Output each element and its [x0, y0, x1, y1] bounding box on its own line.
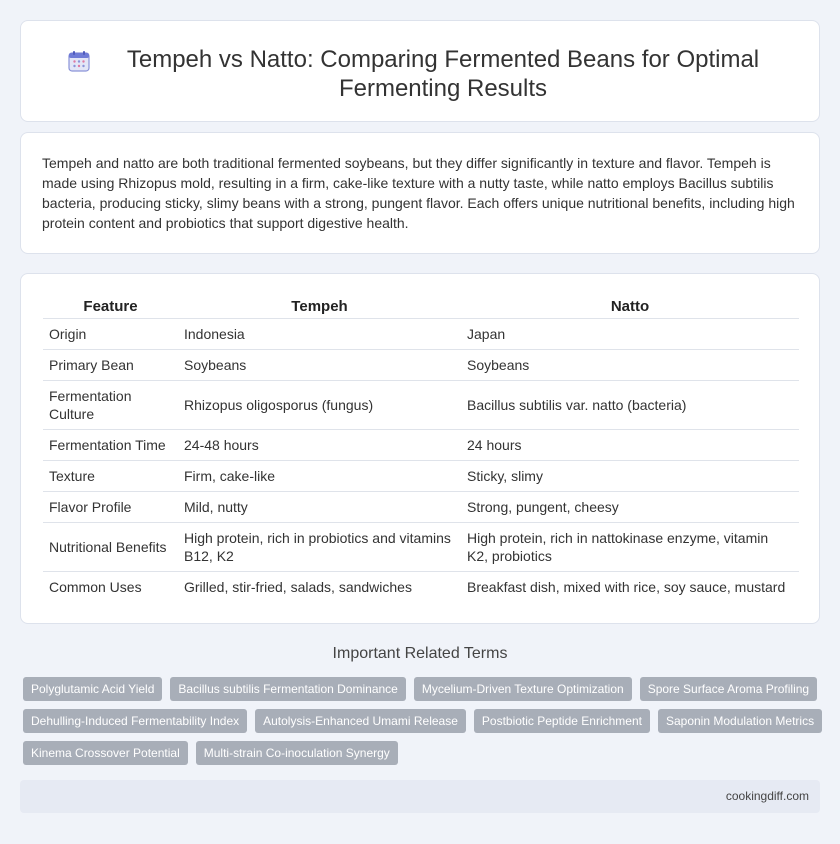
tempeh-cell: Grilled, stir-fried, salads, sandwiches	[184, 578, 412, 595]
natto-cell: High protein, rich in nattokinase enzyme, vitamin K2, probiotics	[461, 522, 799, 571]
tempeh-cell: Soybeans	[178, 349, 461, 380]
intro-paragraph: Tempeh and natto are both traditional fermented soybeans, but they differ significantly in texture and flavor. Tempeh is made using Rhizopus mold, resulting in a firm, cake-like texture with a nutty taste, while natto employs Bacillus subtilis bacteria, producing sticky, slimy beans with a strong, pungent flavor. Each offers unique nutritional benefits, including high protein content and probiotics that support digestive health.	[42, 155, 795, 231]
comparison-card	[20, 273, 820, 624]
table-row	[43, 571, 799, 602]
related-term-tag[interactable]: Postbiotic Peptide Enrichment	[474, 709, 650, 733]
related-term-tag[interactable]: Spore Surface Aroma Profiling	[640, 677, 817, 701]
related-term-tag[interactable]: Kinema Crossover Potential	[23, 741, 188, 765]
feature-cell: Common Uses	[49, 578, 142, 595]
natto-cell: Breakfast dish, mixed with rice, soy sauce, mustard	[467, 578, 786, 595]
natto-cell: Japan	[461, 318, 799, 349]
table-row	[43, 491, 799, 522]
related-term-tag[interactable]: Autolysis-Enhanced Umami Release	[255, 709, 466, 733]
tempeh-cell: Indonesia	[178, 318, 461, 349]
feature-cell: Primary Bean	[43, 349, 178, 380]
feature-cell: Fermentation Culture	[43, 380, 178, 429]
tempeh-cell: 24-48 hours	[178, 429, 461, 460]
intro-card	[20, 132, 820, 254]
header-card	[20, 20, 820, 122]
natto-cell: Bacillus subtilis var. natto (bacteria)	[461, 380, 799, 429]
tempeh-cell: High protein, rich in probiotics and vitamins B12, K2	[178, 522, 461, 571]
table-row	[43, 429, 799, 460]
table-row	[43, 349, 799, 380]
column-header: Natto	[461, 296, 799, 318]
footer	[20, 780, 820, 813]
feature-cell: Flavor Profile	[43, 491, 178, 522]
tempeh-cell: Firm, cake-like	[178, 460, 461, 491]
tempeh-cell: Mild, nutty	[178, 491, 461, 522]
calendar-icon	[67, 49, 91, 73]
related-term-tag[interactable]: Polyglutamic Acid Yield	[23, 677, 162, 701]
feature-cell: Texture	[43, 460, 178, 491]
tempeh-cell: Rhizopus oligosporus (fungus)	[178, 380, 461, 429]
feature-cell: Nutritional Benefits	[43, 522, 178, 571]
comparison-table	[43, 296, 799, 602]
feature-cell: Origin	[43, 318, 178, 349]
related-term-tag[interactable]: Multi-strain Co-inoculation Synergy	[196, 741, 398, 765]
natto-cell: Sticky, slimy	[461, 460, 799, 491]
related-term-tag[interactable]: Dehulling-Induced Fermentability Index	[23, 709, 247, 733]
related-terms-list	[23, 677, 823, 765]
feature-cell: Fermentation Time	[43, 429, 178, 460]
site-credit: cookingdiff.com	[725, 789, 809, 803]
related-terms-heading: Important Related Terms	[332, 645, 508, 662]
table-row	[43, 460, 799, 491]
column-header: Tempeh	[178, 296, 461, 318]
title-row	[21, 21, 819, 103]
table-row	[43, 318, 799, 349]
table-row	[43, 522, 799, 571]
related-term-tag[interactable]: Bacillus subtilis Fermentation Dominance	[170, 677, 405, 701]
page-title: Tempeh vs Natto: Comparing Fermented Beans for Optimal Fermenting Results	[126, 46, 760, 102]
table-header-row	[43, 296, 799, 318]
table-row	[43, 380, 799, 429]
column-header: Feature	[43, 296, 178, 318]
natto-cell: 24 hours	[461, 429, 799, 460]
related-term-tag[interactable]: Saponin Modulation Metrics	[658, 709, 822, 733]
natto-cell: Soybeans	[461, 349, 799, 380]
related-term-tag[interactable]: Mycelium-Driven Texture Optimization	[414, 677, 632, 701]
natto-cell: Strong, pungent, cheesy	[461, 491, 799, 522]
